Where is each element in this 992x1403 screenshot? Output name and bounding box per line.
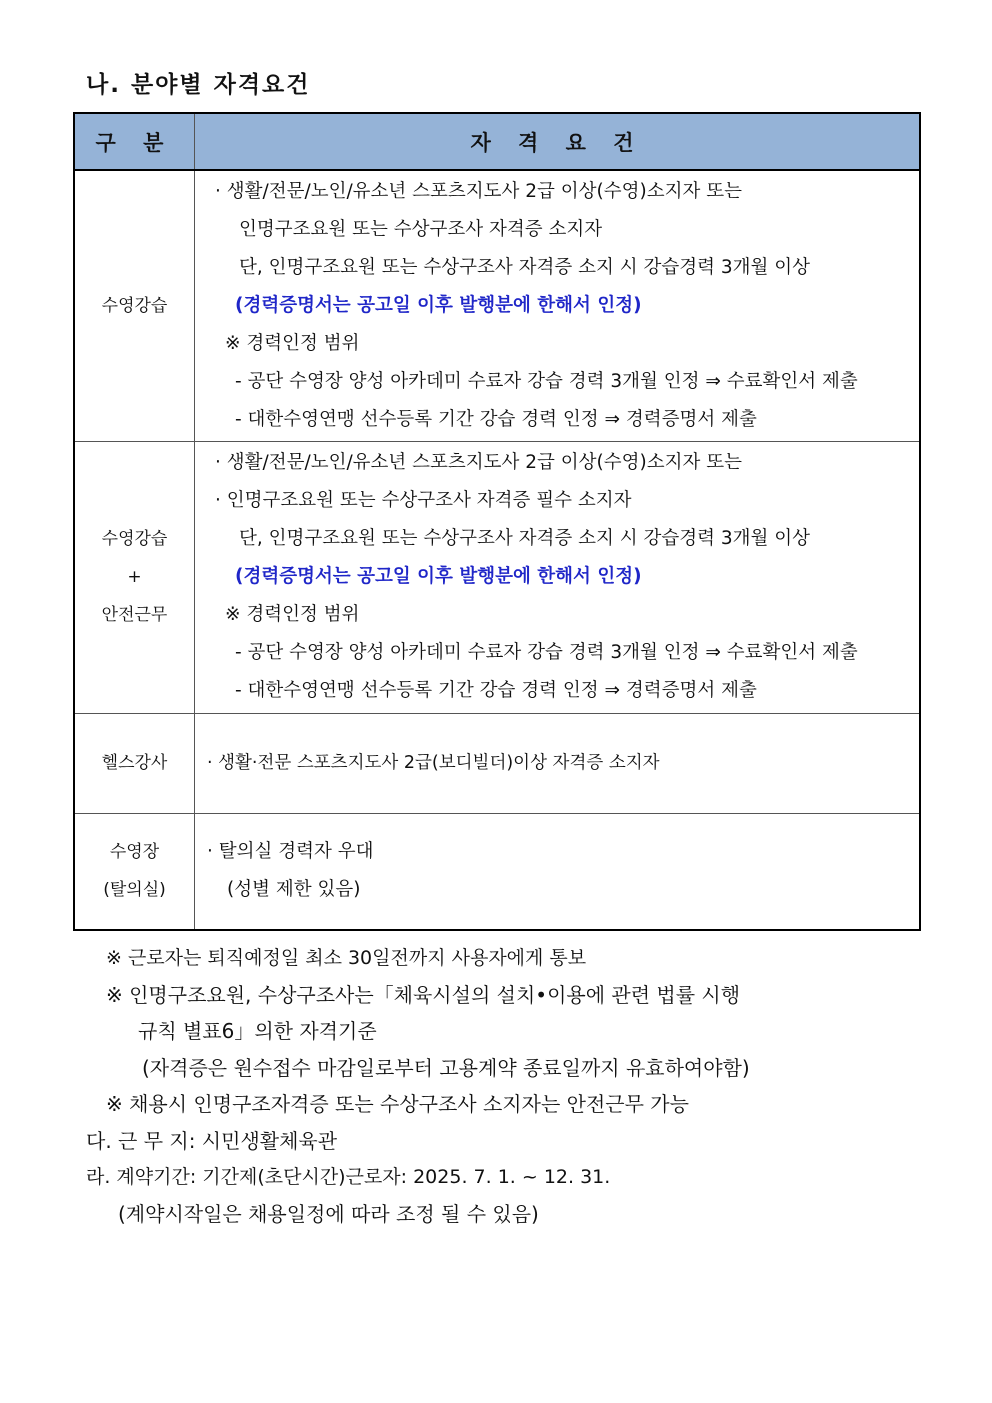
requirement-line: · 생활·전문 스포츠지도사 2급(보디빌더)이상 자격증 소지자	[207, 753, 660, 773]
contract-period-line: 라. 계약기간: 기간제(초단시간)근로자: 2025. 7. 1. ~ 12. 31.	[86, 1166, 611, 1188]
table-header-row	[74, 113, 920, 170]
row-category	[74, 713, 195, 813]
header-category: 구 분	[74, 113, 195, 170]
table-row	[74, 713, 920, 813]
row-category	[74, 441, 195, 713]
requirement-line: - 공단 수영장 양성 아카데미 수료자 강습 경력 3개월 인정 ⇒ 수료확인서 제출	[235, 642, 858, 663]
requirement-line: · 생활/전문/노인/유소년 스포츠지도사 2급 이상(수영)소지자 또는	[215, 180, 742, 202]
note-line: ※ 근로자는 퇴직예정일 최소 30일전까지 사용자에게 통보	[106, 947, 587, 969]
requirement-line: - 대한수영연맹 선수등록 기간 강습 경력 인정 ⇒ 경력증명서 제출	[235, 680, 757, 701]
requirement-line: 단, 인명구조요원 또는 수상구조사 자격증 소지 시 강습경력 3개월 이상	[239, 528, 810, 549]
row-category	[74, 170, 195, 441]
requirement-line: · 인명구조요원 또는 수상구조사 자격증 필수 소지자	[215, 490, 632, 511]
header-requirements: 자 격 요 건	[195, 113, 921, 170]
requirement-line: ※ 경력인정 범위	[225, 604, 360, 625]
row-category	[74, 813, 195, 930]
requirement-line: 인명구조요원 또는 수상구조사 자격증 소지자	[239, 218, 603, 240]
table-row	[74, 170, 920, 441]
workplace-line: 다. 근 무 지: 시민생활체육관	[86, 1128, 338, 1153]
category-line: 수영강습	[101, 295, 168, 316]
table-row	[74, 441, 920, 713]
note-line: ※ 인명구조요원, 수상구조사는「체육시설의 설치•이용에 관련 법률 시행	[106, 982, 741, 1007]
requirement-line: - 공단 수영장 양성 아카데미 수료자 강습 경력 3개월 인정 ⇒ 수료확인서 제출	[235, 370, 858, 392]
category-line: 수영강습	[101, 529, 168, 549]
row-requirements	[195, 170, 921, 441]
requirement-line: · 생활/전문/노인/유소년 스포츠지도사 2급 이상(수영)소지자 또는	[215, 452, 742, 473]
requirement-highlight: (경력증명서는 공고일 이후 발행분에 한해서 인정)	[235, 294, 642, 316]
requirement-line: - 대한수영연맹 선수등록 기간 강습 경력 인정 ⇒ 경력증명서 제출	[235, 408, 757, 430]
notes-section	[86, 940, 750, 1232]
note-line: ※ 채용시 인명구조자격증 또는 수상구조사 소지자는 안전근무 가능	[106, 1092, 689, 1116]
requirement-line: (성별 제한 있음)	[227, 879, 361, 901]
row-requirements	[195, 813, 921, 930]
contract-note-line: (계약시작일은 채용일정에 따라 조정 될 수 있음)	[118, 1201, 539, 1226]
category-line: +	[127, 567, 142, 587]
category-line: 안전근무	[101, 605, 168, 625]
requirement-highlight: (경력증명서는 공고일 이후 발행분에 한해서 인정)	[235, 566, 642, 587]
table-row	[74, 813, 920, 930]
row-requirements	[195, 441, 921, 713]
qualification-table	[73, 112, 921, 931]
note-line: (자격증은 원수접수 마감일로부터 고용계약 종료일까지 유효하여야함)	[142, 1055, 750, 1080]
note-line: 규칙 별표6」의한 자격기준	[138, 1019, 377, 1043]
requirement-line: ※ 경력인정 범위	[225, 332, 360, 354]
requirement-line: 단, 인명구조요원 또는 수상구조사 자격증 소지 시 강습경력 3개월 이상	[239, 256, 810, 278]
section-heading: 나. 분야별 자격요건	[86, 72, 311, 98]
requirement-line: · 탈의실 경력자 우대	[207, 841, 374, 863]
category-line: 헬스강사	[101, 753, 168, 773]
category-line: (탈의실)	[103, 880, 166, 901]
row-requirements	[195, 713, 921, 813]
category-line: 수영장	[109, 842, 160, 863]
